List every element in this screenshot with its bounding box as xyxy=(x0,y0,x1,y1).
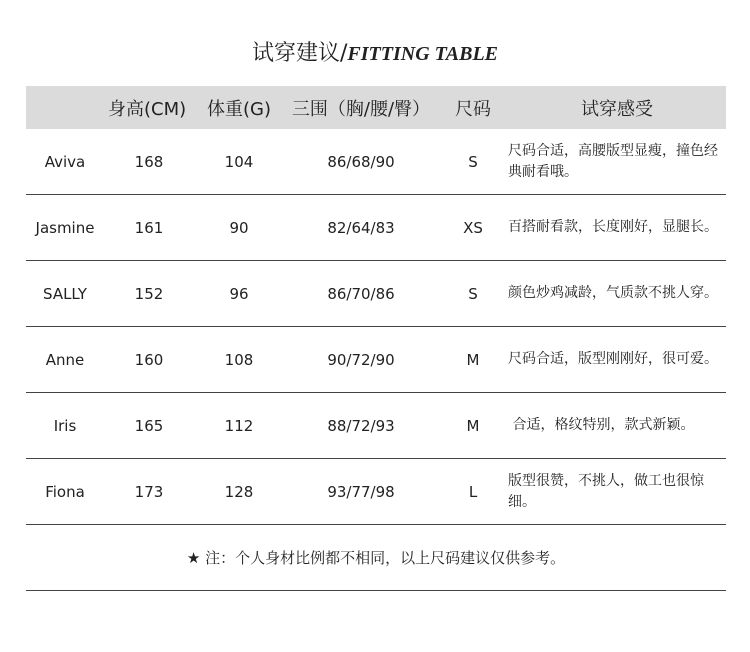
row-feedback: 百搭耐看款，长度刚好，显腿长。 xyxy=(508,219,718,235)
title-english: FITTING TABLE xyxy=(347,43,498,65)
header-feedback: 试穿感受 xyxy=(581,98,653,120)
header-measurements: 三围（胸/腰/臀） xyxy=(291,98,431,120)
row-measurements: 88/72/93 xyxy=(327,416,395,435)
row-feedback: 尺码合适，版型刚刚好，很可爱。 xyxy=(508,351,718,367)
table-header xyxy=(26,86,726,129)
row-weight: 128 xyxy=(224,482,254,501)
row-name: Anne xyxy=(45,350,85,369)
row-name: Aviva xyxy=(44,152,86,171)
row-height: 173 xyxy=(134,482,164,501)
row-measurements: 82/64/83 xyxy=(327,218,395,237)
row-weight: 90 xyxy=(229,218,249,237)
table-row xyxy=(26,327,726,393)
row-name: Iris xyxy=(53,416,77,435)
row-size: XS xyxy=(463,218,483,237)
row-name: Jasmine xyxy=(35,218,95,237)
row-height: 160 xyxy=(134,350,164,369)
table-row xyxy=(26,393,726,459)
row-weight: 108 xyxy=(224,350,254,369)
row-height: 168 xyxy=(134,152,164,171)
row-feedback: 尺码合适，高腰版型显瘦，撞色经典耐看哦。 xyxy=(508,142,718,180)
disclaimer-note: ★ 注：个人身材比例都不相同，以上尺码建议仅供参考。 xyxy=(26,525,726,591)
row-size: M xyxy=(466,416,480,435)
header-weight: 体重(G) xyxy=(207,98,271,120)
title-chinese: 试穿建议/ xyxy=(252,41,348,66)
table-row xyxy=(26,195,726,261)
row-measurements: 90/72/90 xyxy=(327,350,395,369)
row-weight: 104 xyxy=(224,152,254,171)
row-measurements: 86/68/90 xyxy=(327,152,395,171)
row-height: 161 xyxy=(134,218,164,237)
row-feedback: 版型很赞，不挑人，做工也很惊细。 xyxy=(508,472,704,510)
row-measurements: 93/77/98 xyxy=(327,482,395,501)
table-row xyxy=(26,129,726,195)
row-feedback: 合适，格纹特别，款式新颖。 xyxy=(508,417,695,433)
row-feedback: 颜色炒鸡减龄，气质款不挑人穿。 xyxy=(508,285,718,301)
row-measurements: 86/70/86 xyxy=(327,284,395,303)
row-size: S xyxy=(468,284,478,303)
table-row xyxy=(26,459,726,525)
row-height: 152 xyxy=(134,284,164,303)
row-name: SALLY xyxy=(43,284,87,303)
page-title xyxy=(0,36,750,67)
row-weight: 96 xyxy=(229,284,249,303)
table-row xyxy=(26,261,726,327)
header-size: 尺码 xyxy=(455,98,491,120)
fitting-table xyxy=(26,86,726,591)
row-name: Fiona xyxy=(45,482,85,501)
row-weight: 112 xyxy=(224,416,254,435)
row-size: L xyxy=(468,482,478,501)
row-height: 165 xyxy=(134,416,164,435)
row-size: M xyxy=(466,350,480,369)
row-size: S xyxy=(468,152,478,171)
header-height: 身高(CM) xyxy=(108,98,187,120)
